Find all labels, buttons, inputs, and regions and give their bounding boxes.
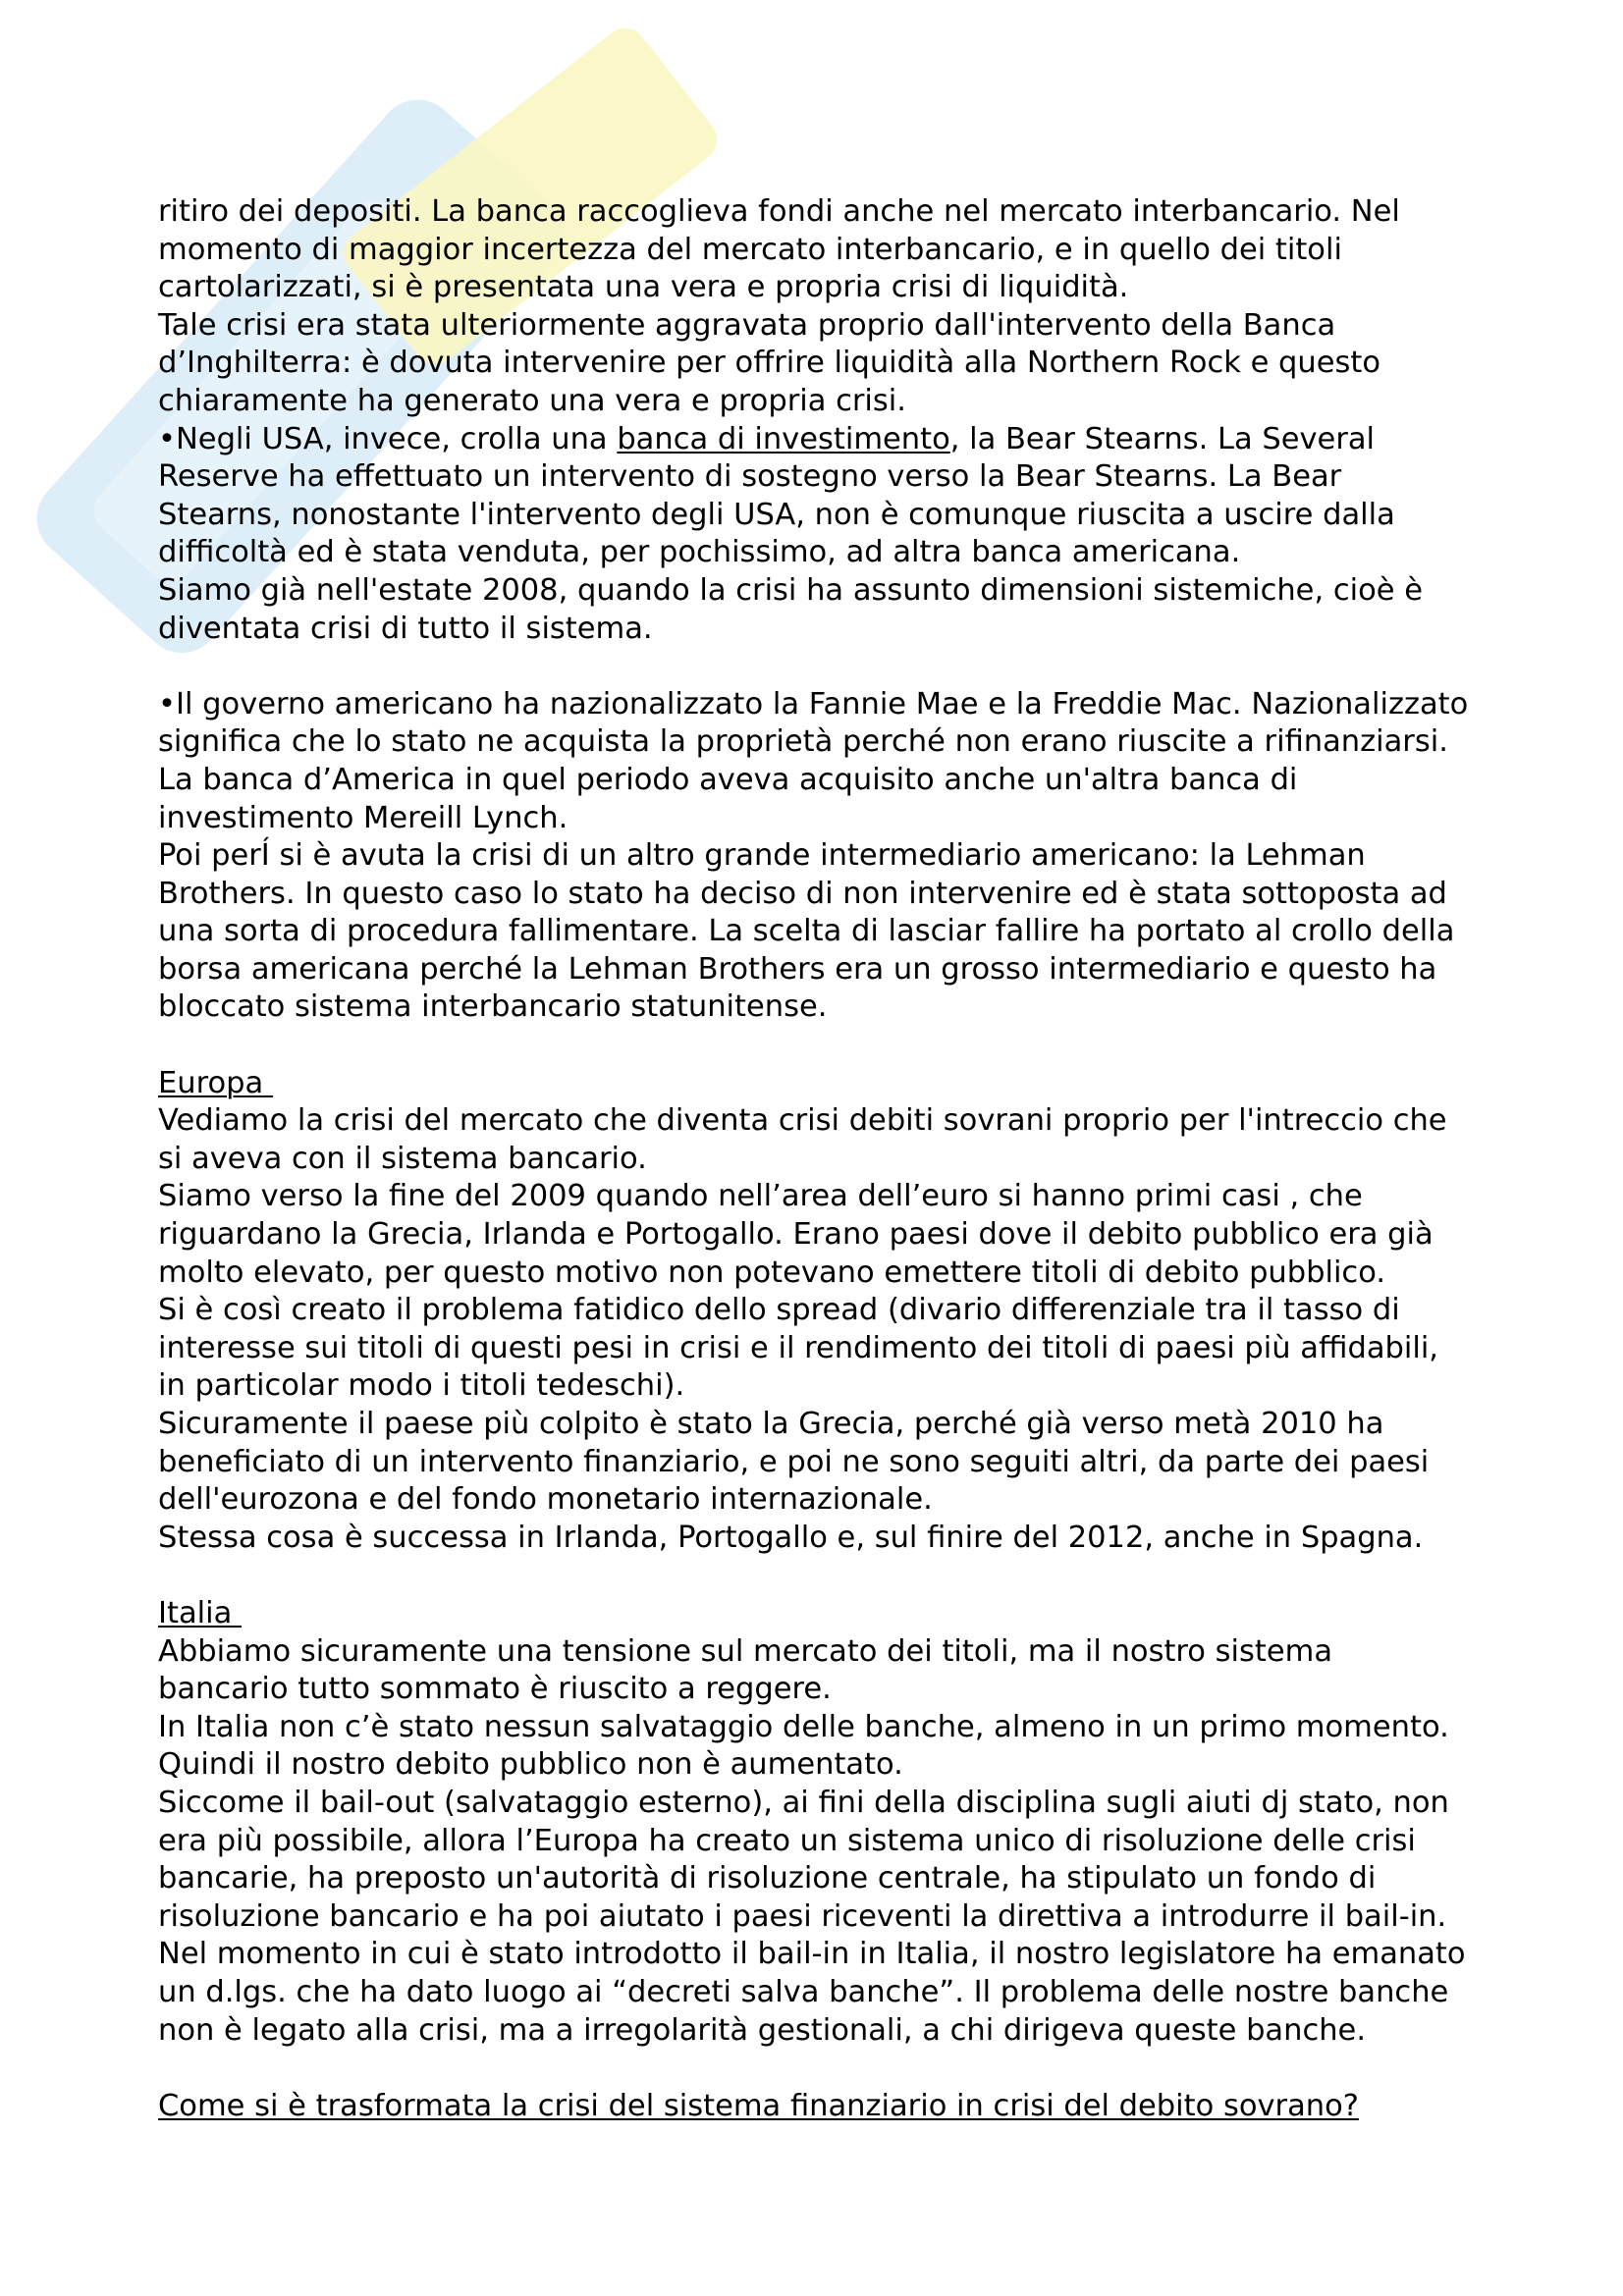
text-line: Reserve ha effettuato un intervento di sostegno verso la Bear Stearns. La Bear: [158, 459, 1342, 495]
text-line: non è legato alla crisi, ma a irregolarità gestionali, a chi dirigeva queste banche.: [158, 2012, 1367, 2048]
text-line: molto elevato, per questo motivo non potevano emettere titoli di debito pubblico.: [158, 1255, 1386, 1290]
text-line: Sicuramente il paese più colpito è stato la Grecia, perché già verso metà 2010 ha: [158, 1407, 1384, 1441]
text-line: in particolar modo i titoli tedeschi).: [158, 1368, 685, 1404]
document-body: [158, 193, 1468, 2125]
section-heading-text: Europa: [158, 1065, 273, 1100]
blank-line: [158, 1027, 1468, 1065]
text-line: diventata crisi di tutto il sistema.: [158, 611, 653, 646]
text-segment: , la Bear Stearns. La Several: [949, 421, 1376, 456]
text-line: momento di maggior incertezza del mercato interbancario, e in quello dei titoli: [158, 232, 1342, 267]
text-line: significa che lo stato ne acquista la proprietà perché non erano riuscite a rifinanziarsi.: [158, 724, 1448, 760]
text-line: era più possibile, allora l’Europa ha creato un sistema unico di risoluzione delle crisi: [158, 1823, 1416, 1858]
blank-line: [158, 648, 1468, 686]
text-line: Quindi il nostro debito pubblico non è aumentato.: [158, 1747, 903, 1783]
text-line: Vediamo la crisi del mercato che diventa crisi debiti sovrani proprio per l'intreccio che: [158, 1103, 1447, 1139]
text-line: Poi perÍ si è avuta la crisi di un altro grande intermediario americano: la Lehman: [158, 838, 1366, 874]
text-line: Siamo già nell'estate 2008, quando la crisi ha assunto dimensioni sistemiche, cioè è: [158, 572, 1423, 608]
text-line: Siamo verso la fine del 2009 quando nell’area dell’euro si hanno primi casi , che: [158, 1179, 1363, 1214]
paragraph-uk-crisis: [158, 193, 1468, 421]
text-line: interesse sui titoli di questi pesi in crisi e il rendimento dei titoli di paesi più affidabili,: [158, 1330, 1438, 1365]
blank-line: [158, 1557, 1468, 1595]
paragraph-bear-stearns: [158, 421, 1468, 649]
text-line: bloccato sistema interbancario statunitense.: [158, 989, 828, 1025]
text-line: beneficiato di un intervento finanziario, e poi ne sono seguiti altri, da parte dei paesi: [158, 1444, 1430, 1479]
text-line: si aveva con il sistema bancario.: [158, 1141, 647, 1176]
closing-question: [158, 2088, 1468, 2126]
text-line: d’Inghilterra: è dovuta intervenire per offrire liquidità alla Northern Rock e questo: [158, 346, 1380, 381]
text-line: un d.lgs. che ha dato luogo ai “decreti salva banche”. Il problema delle nostre banche: [158, 1974, 1449, 2009]
text-line: bancario tutto sommato è riuscito a reggere.: [158, 1672, 832, 1707]
text-line: Si è così creato il problema fatidico dello spread (divario differenziale tra il tasso di: [158, 1293, 1400, 1328]
blank-line: [158, 2050, 1468, 2088]
text-line: cartolarizzati, si è presentata una vera e propria crisi di liquidità.: [158, 270, 1129, 305]
underlined-term: banca di investimento: [617, 421, 950, 456]
section-europa: [158, 1065, 1468, 1558]
text-line: riguardano la Grecia, Irlanda e Portogallo. Erano paesi dove il debito pubblico era già: [158, 1217, 1434, 1253]
text-line: Siccome il bail-out (salvataggio esterno), ai fini della disciplina sugli aiuti dj stato, non: [158, 1785, 1449, 1820]
text-line: chiaramente ha generato una vera e propria crisi.: [158, 383, 906, 418]
section-heading-text: Italia: [158, 1595, 242, 1630]
text-line: Tale crisi era stata ulteriormente aggravata proprio dall'intervento della Banca: [158, 307, 1336, 343]
text-line: investimento Mereill Lynch.: [158, 800, 568, 835]
text-line: difficoltà ed è stata venduta, per pochissimo, ad altra banca americana.: [158, 535, 1241, 570]
paragraph-usa-nationalization: [158, 686, 1468, 1027]
text-line: risoluzione bancario e ha poi aiutato i paesi riceventi la direttiva a introdurre il bail-in.: [158, 1898, 1447, 1934]
text-line: Abbiamo sicuramente una tensione sul mercato dei titoli, ma il nostro sistema: [158, 1633, 1333, 1669]
closing-question-text: Come si è trasformata la crisi del sistema finanziario in crisi del debito sovrano?: [158, 2088, 1359, 2123]
text-line: Nel momento in cui è stato introdotto il bail-in in Italia, il nostro legislatore ha emanato: [158, 1937, 1466, 1972]
text-line: Stearns, nonostante l'intervento degli USA, non è comunque riuscita a uscire dalla: [158, 497, 1395, 532]
text-line: ritiro dei depositi. La banca raccoglieva fondi anche nel mercato interbancario. Nel: [158, 194, 1400, 229]
text-line: La banca d’America in quel periodo aveva acquisito anche un'altra banca di: [158, 762, 1298, 797]
text-line: borsa americana perché la Lehman Brothers era un grosso intermediario e questo ha: [158, 951, 1437, 987]
text-line: una sorta di procedura fallimentare. La scelta di lasciar fallire ha portato al crollo della: [158, 914, 1455, 949]
section-heading-europa: [158, 1065, 1468, 1103]
text-line: •Il governo americano ha nazionalizzato la Fannie Mae e la Freddie Mac. Nazionalizzato: [158, 686, 1469, 721]
text-segment: •Negli USA, invece, crolla una: [158, 421, 618, 456]
section-heading-italia: [158, 1595, 1468, 1633]
section-italia: [158, 1595, 1468, 2050]
text-line: Stessa cosa è successa in Irlanda, Portogallo e, sul finire del 2012, anche in Spagna.: [158, 1520, 1424, 1555]
text-line: dell'eurozona e del fondo monetario internazionale.: [158, 1482, 933, 1518]
text-line: [158, 421, 1468, 459]
text-line: bancarie, ha preposto un'autorità di risoluzione centrale, ha stipulato un fondo di: [158, 1861, 1377, 1896]
text-line: Brothers. In questo caso lo stato ha deciso di non intervenire ed è stata sottoposta ad: [158, 876, 1447, 911]
text-line: In Italia non c’è stato nessun salvataggio delle banche, almeno in un primo momento.: [158, 1709, 1449, 1744]
